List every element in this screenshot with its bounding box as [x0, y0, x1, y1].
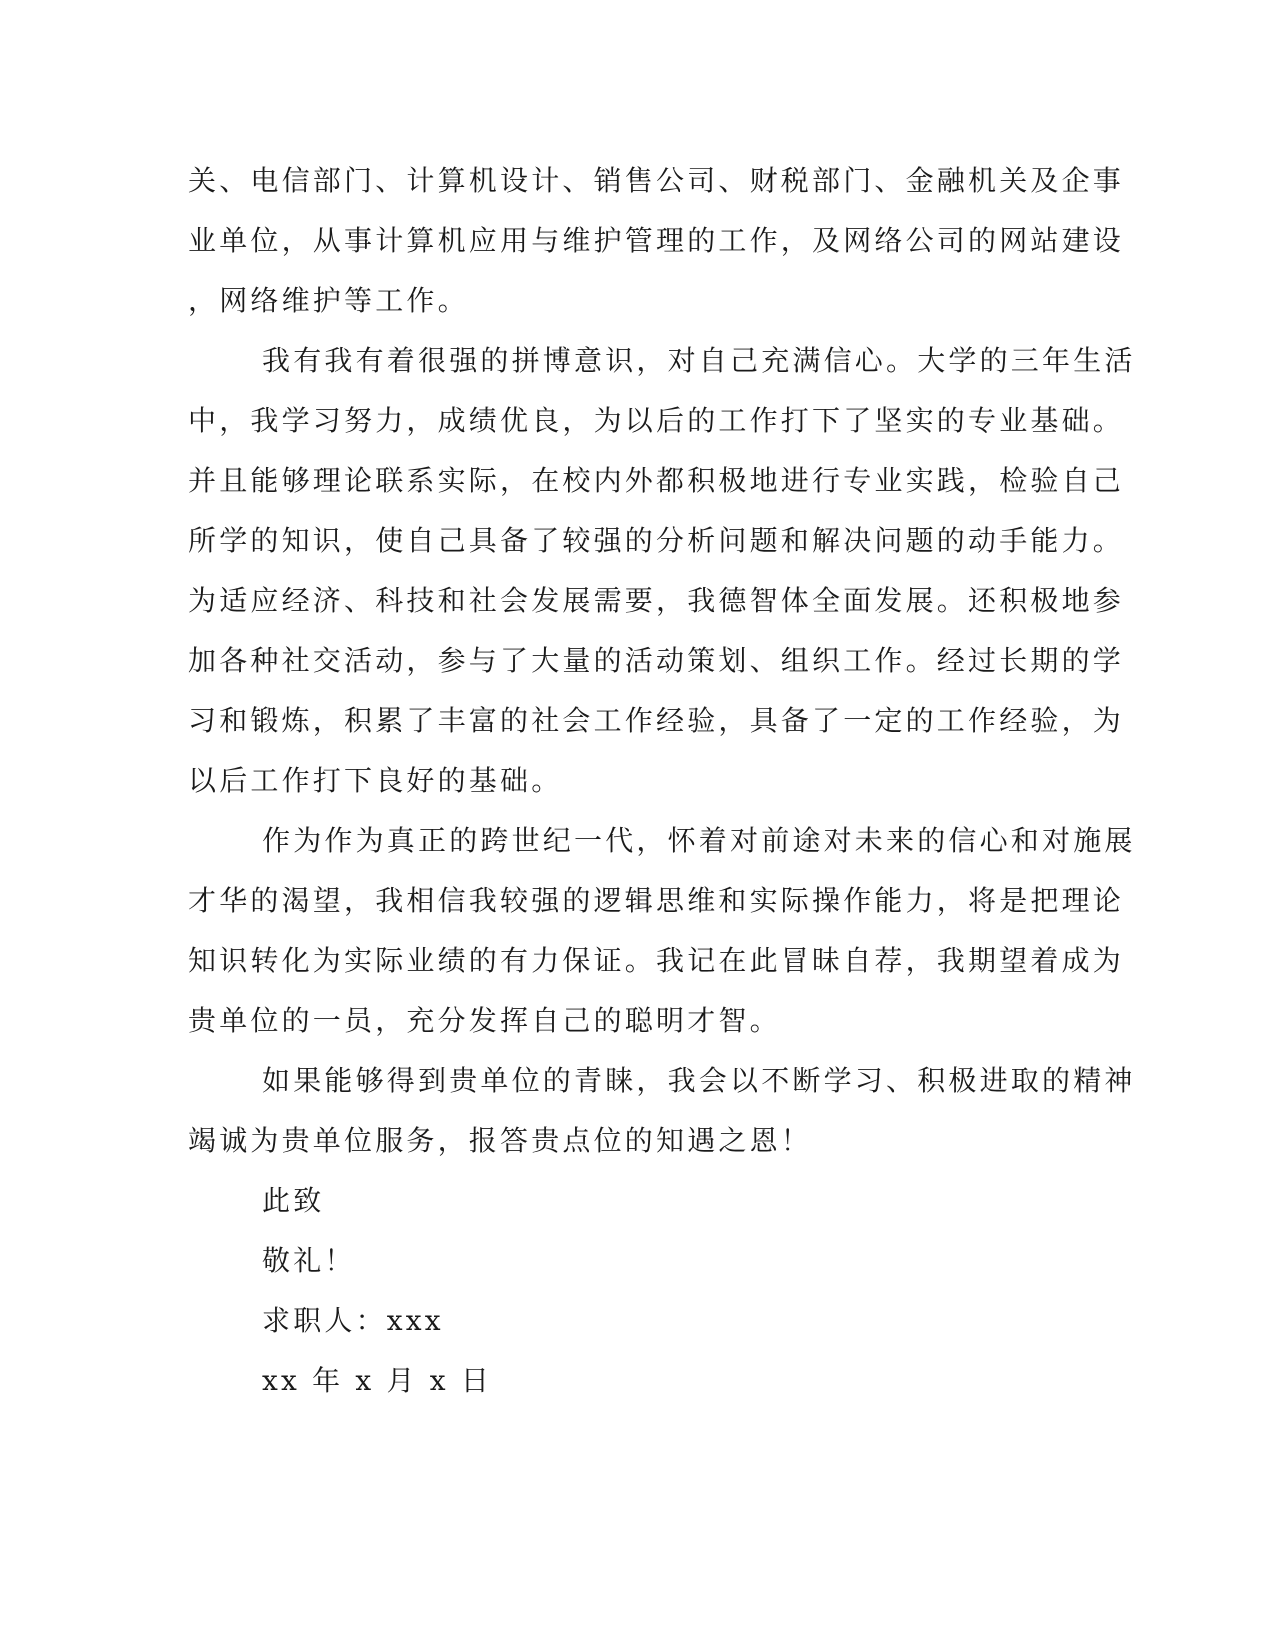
paragraph-line: 中，我学习努力，成绩优良，为以后的工作打下了坚实的专业基础。: [188, 404, 1125, 437]
paragraph-line: 所学的知识，使自己具备了较强的分析问题和解决问题的动手能力。: [188, 524, 1125, 557]
applicant-signature: 求职人：xxx: [262, 1304, 444, 1337]
paragraph-line: 才华的渴望，我相信我较强的逻辑思维和实际操作能力，将是把理论: [188, 884, 1125, 917]
paragraph-line: 习和锻炼，积累了丰富的社会工作经验，具备了一定的工作经验，为: [188, 704, 1125, 737]
closing-salutation: 此致: [262, 1184, 325, 1217]
paragraph-line: 竭诚为贵单位服务，报答贵点位的知遇之恩！: [188, 1124, 813, 1157]
paragraph-line: 作为作为真正的跨世纪一代，怀着对前途对未来的信心和对施展: [262, 824, 1136, 857]
paragraph-line: 为适应经济、科技和社会发展需要，我德智体全面发展。还积极地参: [188, 584, 1125, 617]
letter-date: xx 年 x 月 x 日: [262, 1364, 493, 1397]
paragraph-line: ，网络维护等工作。: [188, 284, 469, 317]
paragraph-line: 贵单位的一员，充分发挥自己的聪明才智。: [188, 1004, 781, 1037]
paragraph-line: 知识转化为实际业绩的有力保证。我记在此冒昧自荐，我期望着成为: [188, 944, 1125, 977]
paragraph-line: 关、电信部门、计算机设计、销售公司、财税部门、金融机关及企事: [188, 164, 1125, 197]
paragraph-line: 如果能够得到贵单位的青睐，我会以不断学习、积极进取的精神: [262, 1064, 1136, 1097]
paragraph-line: 加各种社交活动，参与了大量的活动策划、组织工作。经过长期的学: [188, 644, 1125, 677]
paragraph-line: 我有我有着很强的拼博意识，对自己充满信心。大学的三年生活: [262, 344, 1136, 377]
paragraph-line: 以后工作打下良好的基础。: [188, 764, 563, 797]
closing-regards: 敬礼！: [262, 1244, 356, 1277]
paragraph-line: 业单位，从事计算机应用与维护管理的工作，及网络公司的网站建设: [188, 224, 1125, 257]
paragraph-line: 并且能够理论联系实际，在校内外都积极地进行专业实践，检验自己: [188, 464, 1125, 497]
